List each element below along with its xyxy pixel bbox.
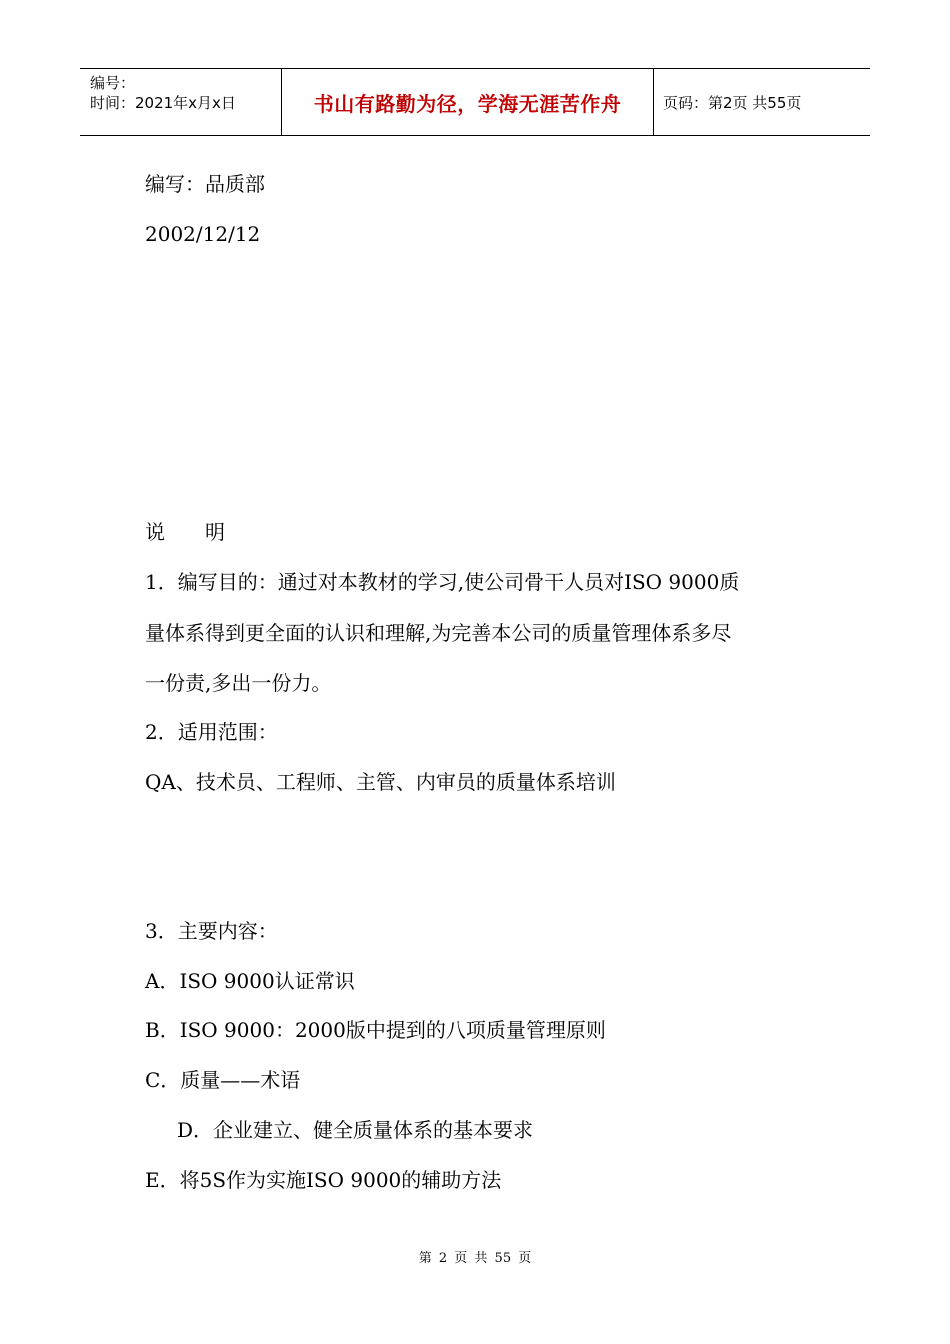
content-item: C．质量——术语 [145, 1068, 301, 1092]
header-page-cell [654, 69, 870, 135]
date-line: 2002/12/12 [145, 222, 261, 246]
section-title: 说 明 [145, 520, 225, 544]
header-motto-cell [282, 69, 654, 135]
header-motto: 书山有路勤为径，学海无涯苦作舟 [313, 91, 622, 116]
purpose-line-2: 量体系得到更全面的认识和理解,为完善本公司的质量管理体系多尽 [145, 621, 732, 645]
author-line: 编写：品质部 [145, 172, 265, 196]
content-item: E．将5S作为实施ISO 9000的辅助方法 [145, 1168, 502, 1192]
scope-line-1: QA、技术员、工程师、主管、内审员的质量体系培训 [145, 770, 616, 794]
content-item: B．ISO 9000：2000版中提到的八项质量管理原则 [145, 1018, 606, 1042]
page-footer: 第 2 页 共 55 页 [418, 1251, 532, 1266]
purpose-line-1: 1．编写目的：通过对本教材的学习,使公司骨干人员对ISO 9000质 [145, 570, 740, 594]
scope-title: 2．适用范围： [145, 720, 278, 744]
contents-title: 3．主要内容： [145, 919, 278, 943]
header-meta-cell [80, 69, 282, 135]
header-page-info: 页码：第2页 共55页 [663, 93, 802, 112]
page-header [80, 68, 870, 136]
content-item: D．企业建立、健全质量体系的基本要求 [177, 1118, 534, 1142]
document-time-label: 时间：2021年x月x日 [90, 94, 236, 112]
purpose-line-3: 一份责,多出一份力。 [145, 671, 332, 695]
content-item: A．ISO 9000认证常识 [145, 969, 355, 993]
document-number-label: 编号： [90, 74, 136, 92]
